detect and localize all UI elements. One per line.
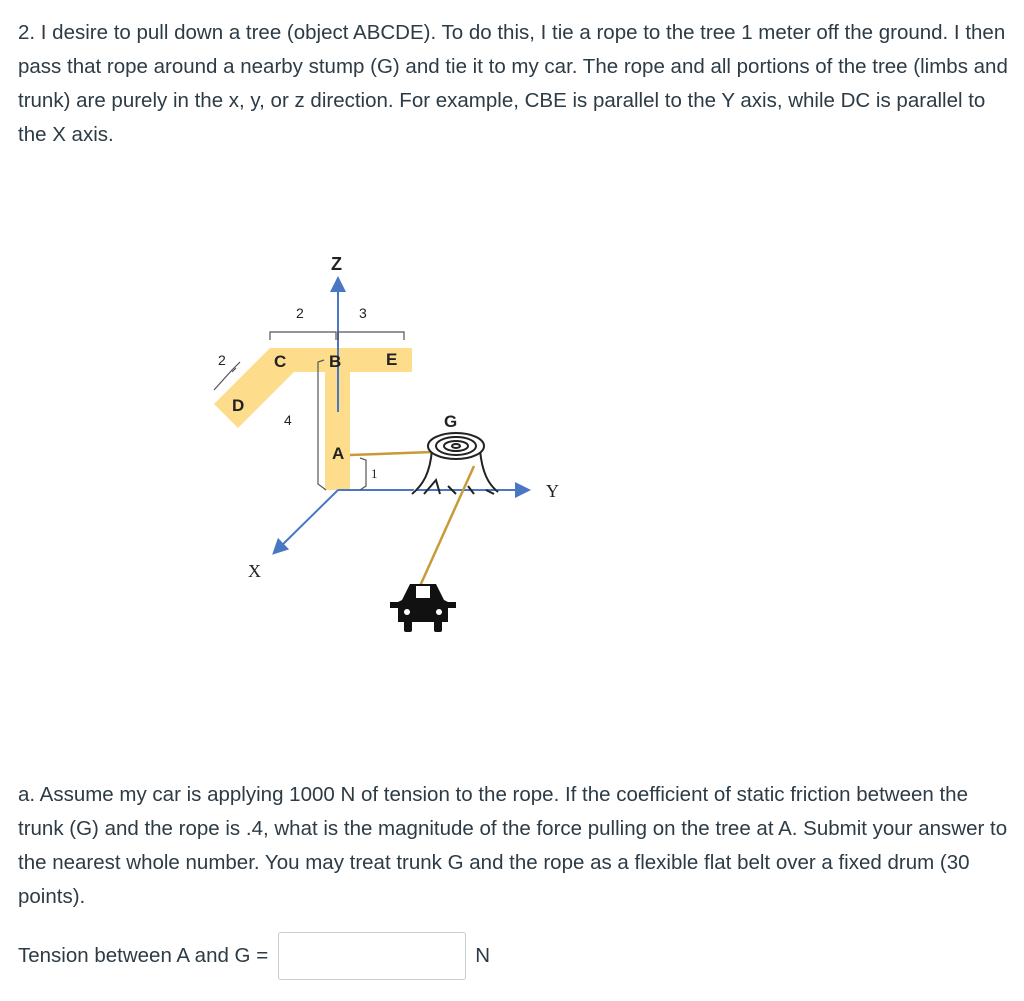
point-label-c: C [274, 352, 287, 371]
x-axis-label: X [248, 561, 261, 581]
dim-label-ca: 4 [284, 412, 292, 428]
stump-icon [412, 433, 498, 494]
ca-bracket [318, 360, 326, 490]
y-axis-label: Y [546, 481, 559, 501]
z-axis-label: Z [331, 254, 342, 274]
tree-shape [214, 348, 412, 490]
dim-label-be: 3 [359, 305, 367, 321]
cb-bracket [270, 332, 336, 340]
car-icon [390, 584, 456, 632]
answer-unit: N [475, 944, 490, 967]
problem-intro: 2. I desire to pull down a tree (object ABCDE). To do this, I tie a rope to the tree 1 meter off the ground. I then pass that rope around a nearby stump (G) and tie it to my car. The rope and all portions of the tree (limbs and trunk) are purely in the x, y, or z direction. For example, CBE is parallel to the Y axis, while DC is parallel to the X axis. [18, 21, 1008, 146]
dim-label-dc: 2 [218, 352, 226, 368]
rope-height-bracket [360, 458, 366, 490]
point-label-e: E [386, 350, 398, 369]
dim-label-cb: 2 [296, 305, 304, 321]
be-bracket [338, 332, 404, 340]
question-text: a. Assume my car is applying 1000 N of tension to the rope. If the coefficient of static friction between the trunk (G) and the rope is .4, what is the magnitude of the force pulling on the tree at A. Submit your answer to the nearest whole number. You may treat trunk G and the rope as a flexible flat belt over a fixed drum (30 points). [18, 783, 1008, 908]
rope-stump-to-car [420, 466, 474, 586]
rope-tree-to-stump [350, 452, 432, 455]
rope [350, 452, 474, 586]
point-label-a: A [332, 444, 345, 463]
answer-input[interactable] [278, 932, 466, 980]
x-axis-line [275, 490, 338, 552]
answer-label: Tension between A and G = [18, 944, 269, 967]
answer-row [18, 930, 490, 982]
point-label-g: G [444, 412, 458, 431]
dim-label-rope-height: 1 [371, 466, 378, 481]
tree-diagram [0, 240, 640, 640]
point-label-d: D [232, 396, 245, 415]
point-label-b: B [329, 352, 342, 371]
coordinate-axes [275, 280, 527, 552]
